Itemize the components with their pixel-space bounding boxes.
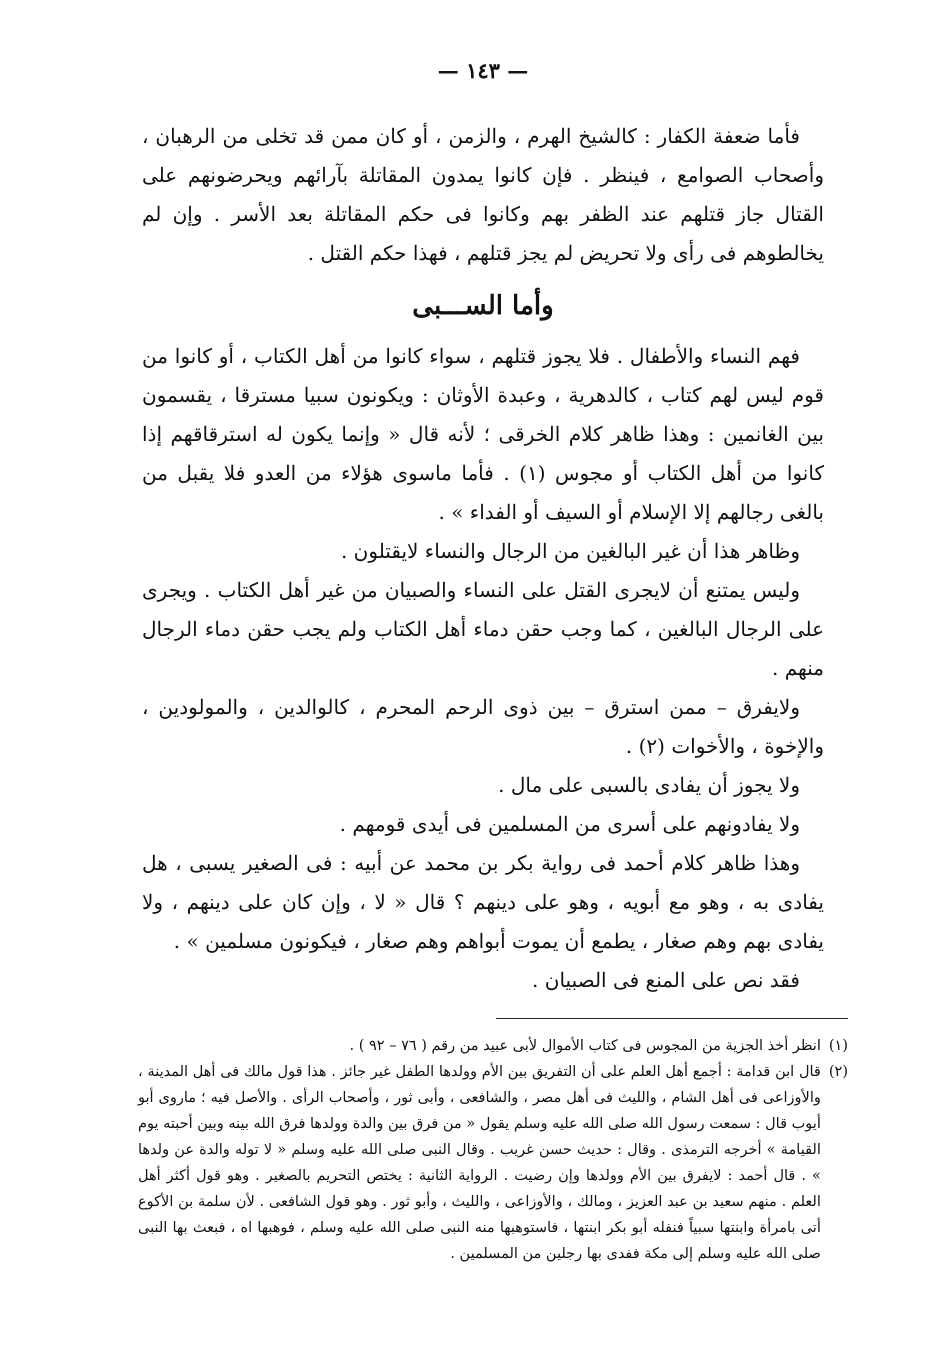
page-number: — ١٤٣ — [437,58,529,83]
footnote-text: قال ابن قدامة : أجمع أهل العلم على أن التفريق بين الأم وولدها الطفل غير جائز . هذا قول مالك فى أهل المدينة ، والأوزاعى فى أهل الشام ، والليث فى أهل مصر ، والشافعى ، وأبى ثور ، وأصحاب الرأى . والأصل فيه ؛ ماروى أبو أيوب قال : سمعت رسول الله صلى الله عليه وسلم يقول « من فرق بين والدة وولدها فرق الله بينه وبين أحبته يوم القيامة » أخرجه الترمذى . وقال : حديث حسن غريب . وقال النبى صلى الله عليه وسلم « لا توله والدة عن ولدها » . قال أحمد : لايفرق بين الأم وولدها وإن رضيت . الرواية الثانية : يختص التحريم بالصغير . وهو قول أكثر أهل العلم . منهم سعيد بن عبد العزيز ، ومالك ، والأوزاعى ، والليث ، وأبو ثور . وهو قول الشافعى . لأن سلمة بن الأكوع أتى بامرأة وابنتها سبياً فنفله أبو بكر ابنتها ، فاستوهبها منه النبى صلى الله عليه وسلم ، فوهبها اه ، فبعث بها النبى صلى الله عليه وسلم إلى مكة ففدى بها رجلين من المسلمين . [138,1064,821,1262]
footnote-divider [496,1018,848,1019]
body-paragraph: فقد نص على المنع فى الصبيان . [532,968,800,992]
intro-paragraph: فأما ضعفة الكفار : كالشيخ الهرم ، والزمن ، أو كان ممن قد تخلى من الرهبان ، وأصحاب الصوامع ، فينظر . فإن كانوا يمدون المقاتلة بآرائهم ويحرضونهم على القتال جاز قتلهم عند الظفر بهم وكانوا فى حكم المقاتلة بعد الأسر . وإن لم يخالطوهم فى رأى ولا تحريض لم يجز قتلهم ، فهذا حكم القتل . [142,124,824,265]
body-paragraph: وظاهر هذا أن غير البالغين من الرجال والنساء لايقتلون . [340,539,800,563]
footnotes [138,1033,848,1267]
footnote-text: انظر أخذ الجزية من المجوس فى كتاب الأموال لأبى عبيد من رقم ( ٧٦ – ٩٢ ) . [349,1038,821,1054]
footnote [138,1033,848,1059]
body-paragraph: ولايفرق – ممن استرق – بين ذوى الرحم المحرم ، كالوالدين ، والمولودين ، والإخوة ، والأخوات (٢) . [142,695,824,758]
body-paragraph: ولا يجوز أن يفادى بالسبى على مال . [498,773,800,797]
body-paragraph: وهذا ظاهر كلام أحمد فى رواية بكر بن محمد عن أبيه : فى الصغير يسبى ، هل يفادى به ، وهو مع أبويه ، وهو على دينهم ؟ قال « لا ، وإن كان على دينهم ، ولا يفادى بهم وهم صغار ، يطمع أن يموت أبواهم وهم صغار ، فيكونون مسلمين » . [142,851,824,953]
footnote [138,1059,848,1267]
body-paragraph: فهم النساء والأطفال . فلا يجوز قتلهم ، سواء كانوا من أهل الكتاب ، أو كانوا من قوم ليس لهم كتاب ، كالدهرية ، وعبدة الأوثان : ويكونون سبيا مسترقا ، يقسمون بين الغانمين : وهذا ظاهر كلام الخرقى ؛ لأنه قال « وإنما يكون له استرقاقهم إذا كانوا من أهل الكتاب أو مجوس (١) . فأما ماسوى هؤلاء من العدو فلا يقبل من بالغى رجالهم إلا الإسلام أو السيف أو الفداء » . [142,344,824,524]
section-heading: وأما الســـبى [412,291,554,321]
footnote-number: (١) [828,1038,848,1054]
body-paragraph: وليس يمتنع أن لايجرى القتل على النساء والصبيان من غير أهل الكتاب . ويجرى على الرجال البالغين ، كما وجب حقن دماء أهل الكتاب ولم يجب حقن دماء الرجال منهم . [142,578,825,680]
footnote-number: (٢) [828,1064,848,1080]
body-paragraph: ولا يفادونهم على أسرى من المسلمين فى أيدى قومهم . [339,812,800,836]
